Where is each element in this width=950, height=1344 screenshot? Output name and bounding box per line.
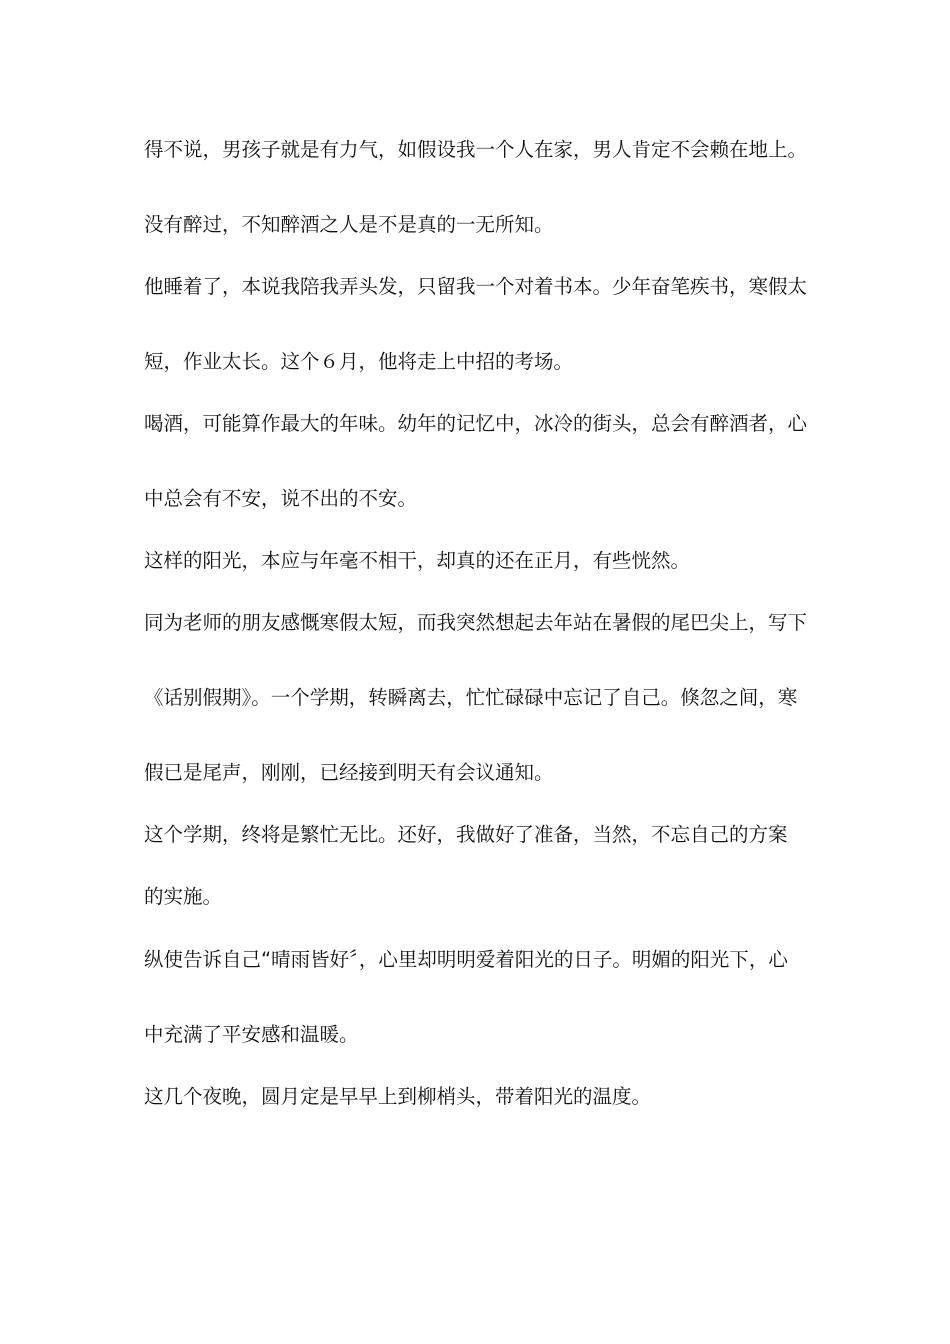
text-line: 同为老师的朋友感慨寒假太短，而我突然想起去年站在暑假的尾巴尖上，写下 [144,611,808,634]
text-line: 这个学期，终将是繁忙无比。还好，我做好了准备，当然，不忘自己的方案 [144,823,788,846]
text-line: 喝酒，可能算作最大的年味。幼年的记忆中，冰冷的街头，总会有醉酒者，心 [144,412,808,435]
text-line: 没有醉过，不知醉酒之人是不是真的一无所知。 [144,213,554,236]
text-line: 得不说，男孩子就是有力气，如假设我一个人在家，男人肯定不会赖在地上。 [144,138,808,161]
text-line: 中充满了平安感和温暖。 [144,1023,359,1046]
text-line: 的实施。 [144,885,223,908]
text-line: 这几个夜晚，圆月定是早早上到柳梢头，带着阳光的温度。 [144,1085,652,1108]
text-line: 短，作业太长。这个６月，他将走上中招的考场。 [144,350,574,373]
text-line: 中总会有不安，说不出的不安。 [144,487,418,510]
text-line: 这样的阳光，本应与年毫不相干，却真的还在正月，有些恍然。 [144,549,691,572]
text-line: 他睡着了，本说我陪我弄头发，只留我一个对着书本。少年奋笔疾书，寒假太 [144,275,808,298]
text-line: 假已是尾声，刚刚，已经接到明天有会议通知。 [144,761,554,784]
text-line: 纵使告诉自己“晴雨皆好〞，心里却明明爱着阳光的日子。明媚的阳光下，心 [144,948,788,971]
text-line: 《话别假期》。一个学期，转瞬离去，忙忙碌碌中忘记了自己。倏忽之间，寒 [144,686,798,709]
